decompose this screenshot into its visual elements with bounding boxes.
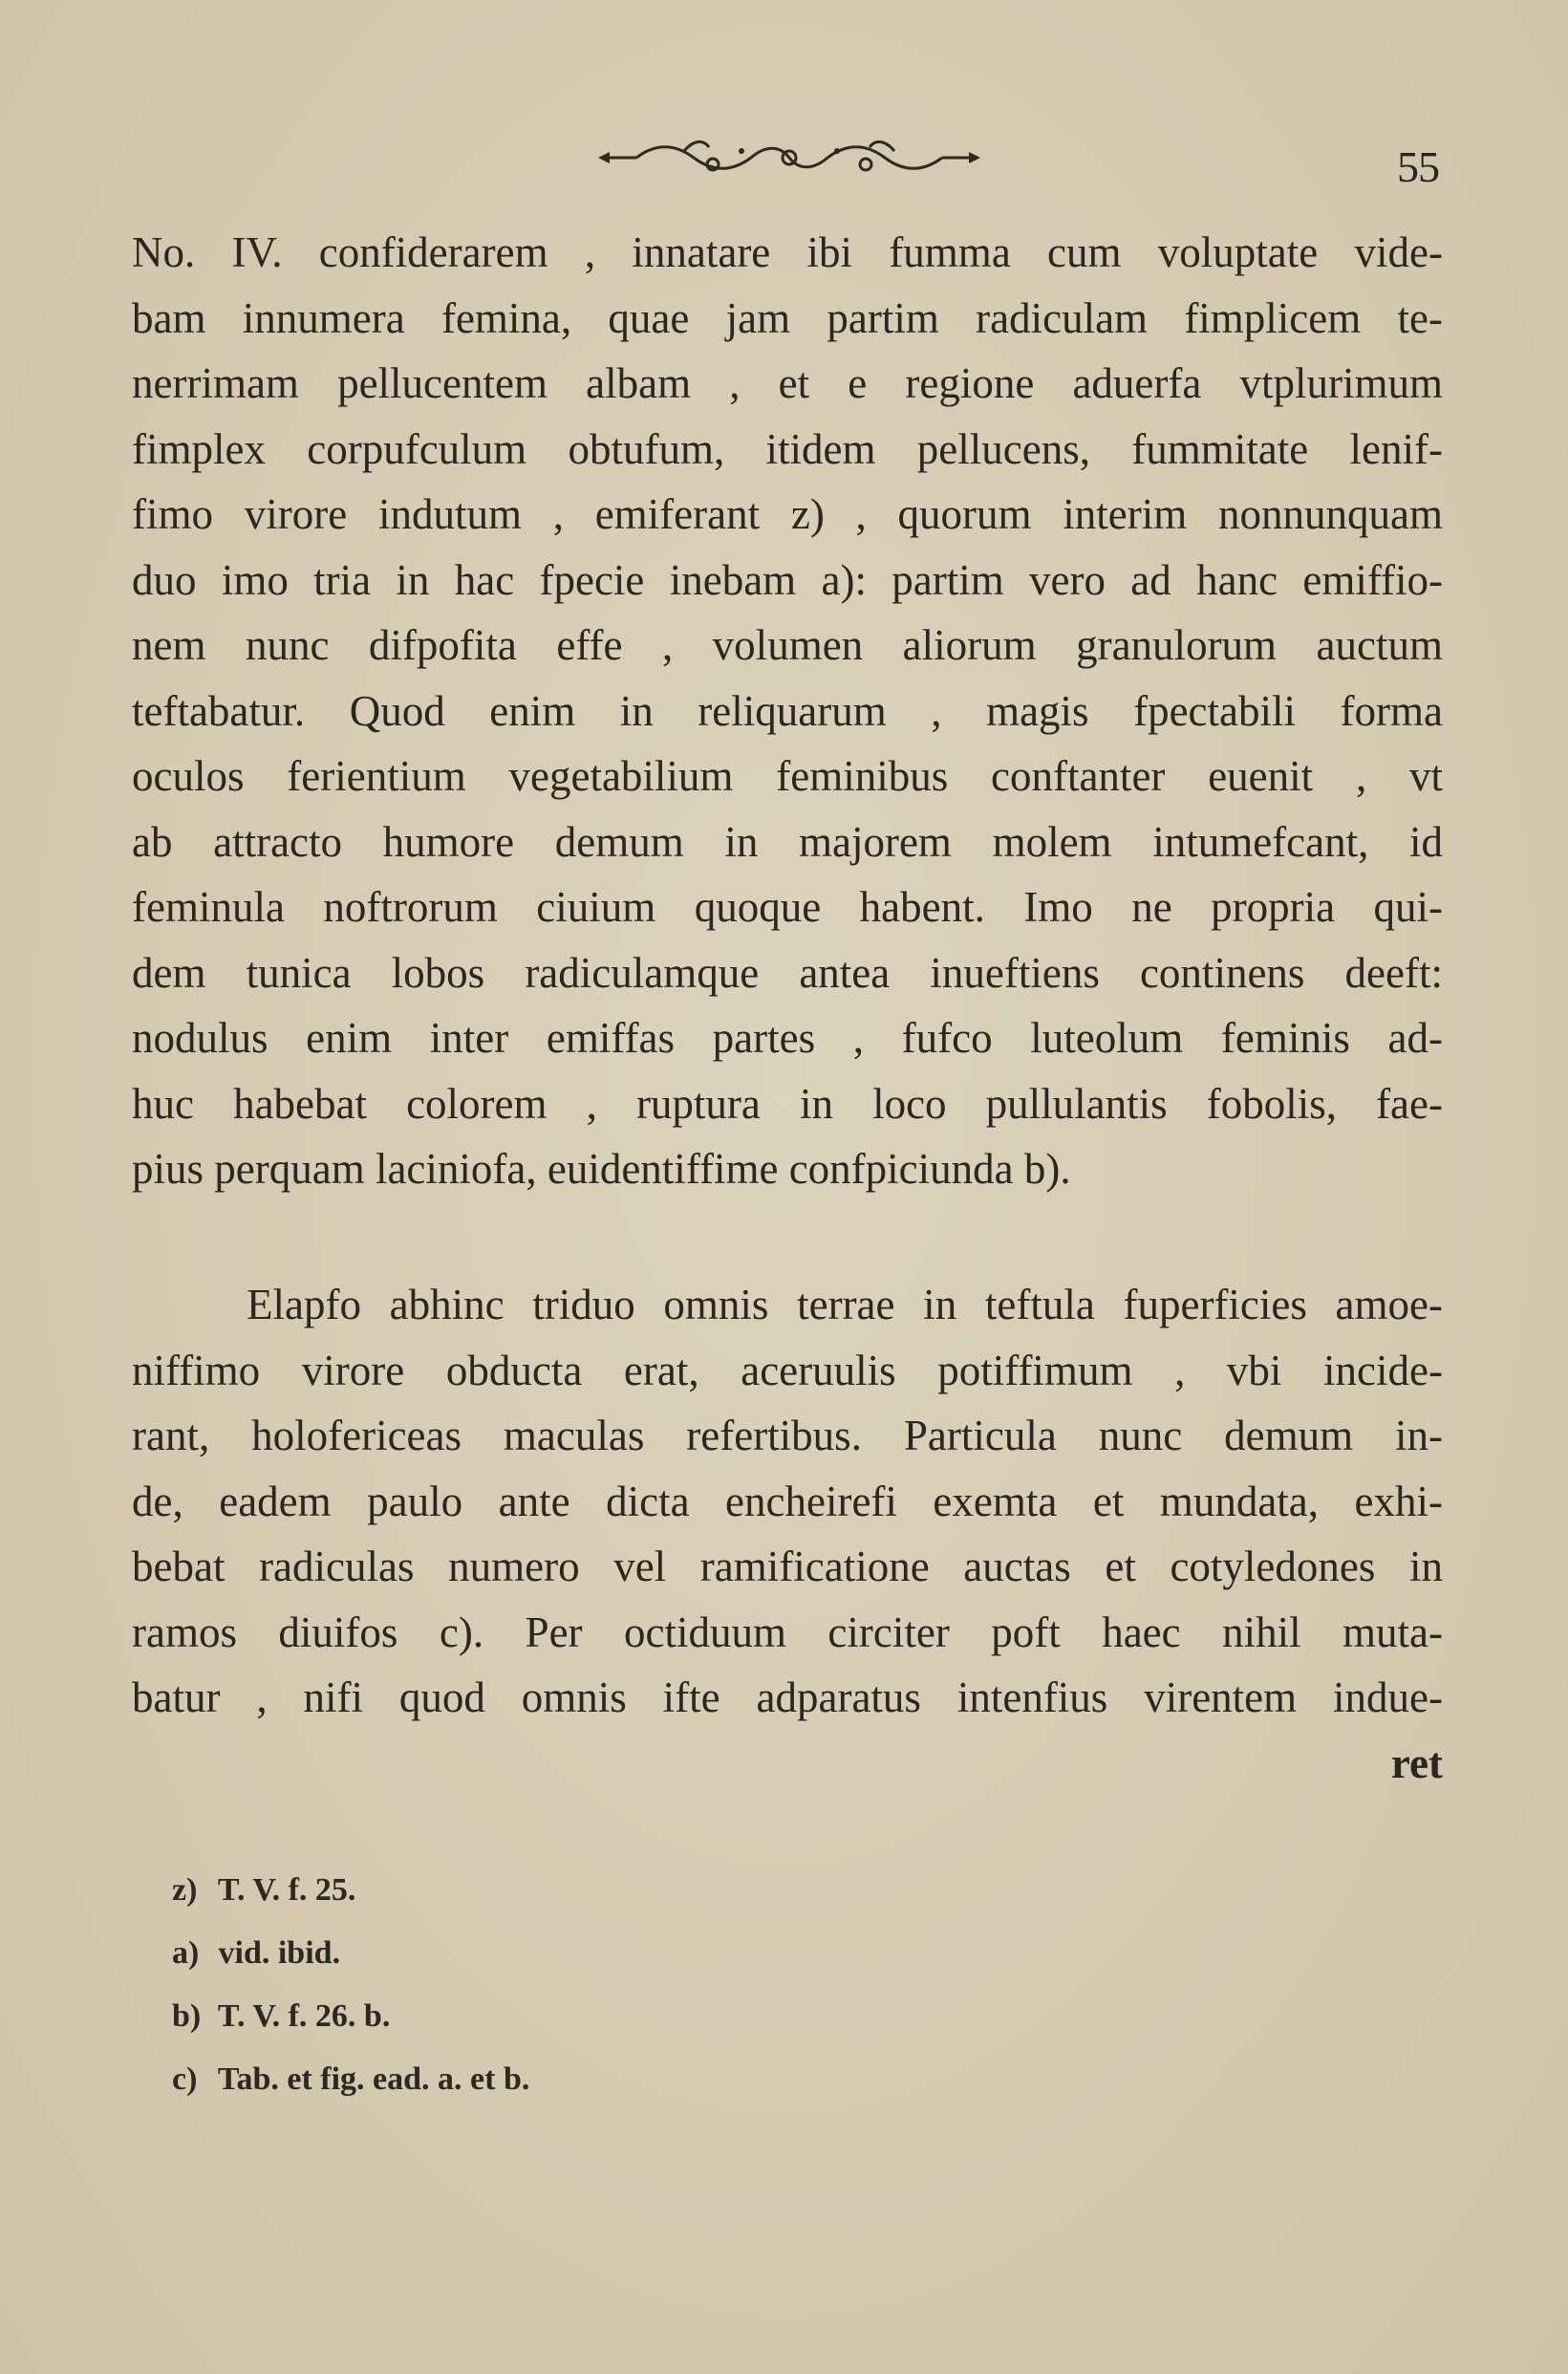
footnote: [172, 1859, 529, 1922]
footnote-mark: z): [172, 1872, 198, 1908]
page-number: 55: [1397, 142, 1439, 191]
footnote-text: T. V. f. 26. b.: [217, 1998, 391, 2034]
header-ornament-icon: [598, 134, 980, 182]
text-line: batur , nifi quod omnis ifte adparatus intenfius virentem indue-: [132, 1673, 1443, 1721]
text-line: oculos ferientium vegetabilium feminibus conftanter euenit , vt: [132, 752, 1443, 800]
text-line: fimplex corpufculum obtufum, itidem pellucens, fummitate lenif-: [132, 424, 1443, 473]
text-line: pius perquam laciniofa, euidentiffime confpiciunda b).: [132, 1145, 1071, 1193]
text-line: ab attracto humore demum in majorem molem intumefcant, id: [132, 817, 1443, 866]
text-line: feminula noftrorum ciuium quoque habent. Imo ne propria qui-: [132, 883, 1443, 931]
text-line: de, eadem paulo ante dicta encheirefi exemta et mundata, exhi-: [132, 1477, 1443, 1525]
footnote-text: T. V. f. 25.: [217, 1872, 356, 1908]
text-line: nem nunc difpofita effe , volumen aliorum granulorum auctum: [132, 621, 1443, 669]
footnote-text: Tab. et fig. ead. a. et b.: [217, 2061, 530, 2097]
footnote: [172, 1985, 529, 2048]
text-line: fimo virore indutum , emiferant z) , quorum interim nonnunquam: [132, 490, 1443, 538]
footnote: [172, 1922, 529, 1985]
text-line: No. IV. confiderarem , innatare ibi fumma cum voluptate vide-: [132, 228, 1443, 276]
text-line: huc habebat colorem , ruptura in loco pullulantis fobolis, fae-: [132, 1079, 1443, 1128]
text-line: duo imo tria in hac fpecie inebam a): partim vero ad hanc emiffio-: [132, 555, 1443, 604]
footnote: [172, 2048, 529, 2111]
text-line: ramos diuifos c). Per octiduum circiter poft haec nihil muta-: [132, 1608, 1443, 1656]
footnote-text: vid. ibid.: [218, 1935, 341, 1971]
text-line: nerrimam pellucentem albam , et e regione aduerfa vtplurimum: [132, 359, 1443, 407]
text-line: Elapfo abhinc triduo omnis terrae in teftula fuperficies amoe-: [247, 1281, 1443, 1328]
paragraph-2: [132, 1272, 1443, 1796]
footnote-mark: b): [172, 1998, 202, 2034]
footnote-mark: a): [172, 1935, 200, 1971]
text-line: teftabatur. Quod enim in reliquarum , magis fpectabili forma: [132, 686, 1443, 735]
text-line: bam innumera femina, quae jam partim radiculam fimplicem te-: [132, 293, 1443, 342]
paragraph-1: [132, 220, 1443, 1202]
footnote-mark: c): [172, 2061, 198, 2097]
text-line: bebat radiculas numero vel ramificatione auctas et cotyledones in: [132, 1543, 1443, 1590]
text-line: niffimo virore obducta erat, aceruulis potiffimum , vbi incide-: [132, 1346, 1443, 1394]
text-line: rant, holofericeas maculas refertibus. Particula nunc demum in-: [132, 1412, 1443, 1459]
catchword: ret: [1390, 1738, 1443, 1787]
footnotes: [172, 1859, 529, 2111]
text-line: dem tunica lobos radiculamque antea inueftiens continens deeft:: [132, 948, 1443, 997]
text-line: nodulus enim inter emiffas partes , fufco luteolum feminis ad-: [132, 1014, 1443, 1062]
